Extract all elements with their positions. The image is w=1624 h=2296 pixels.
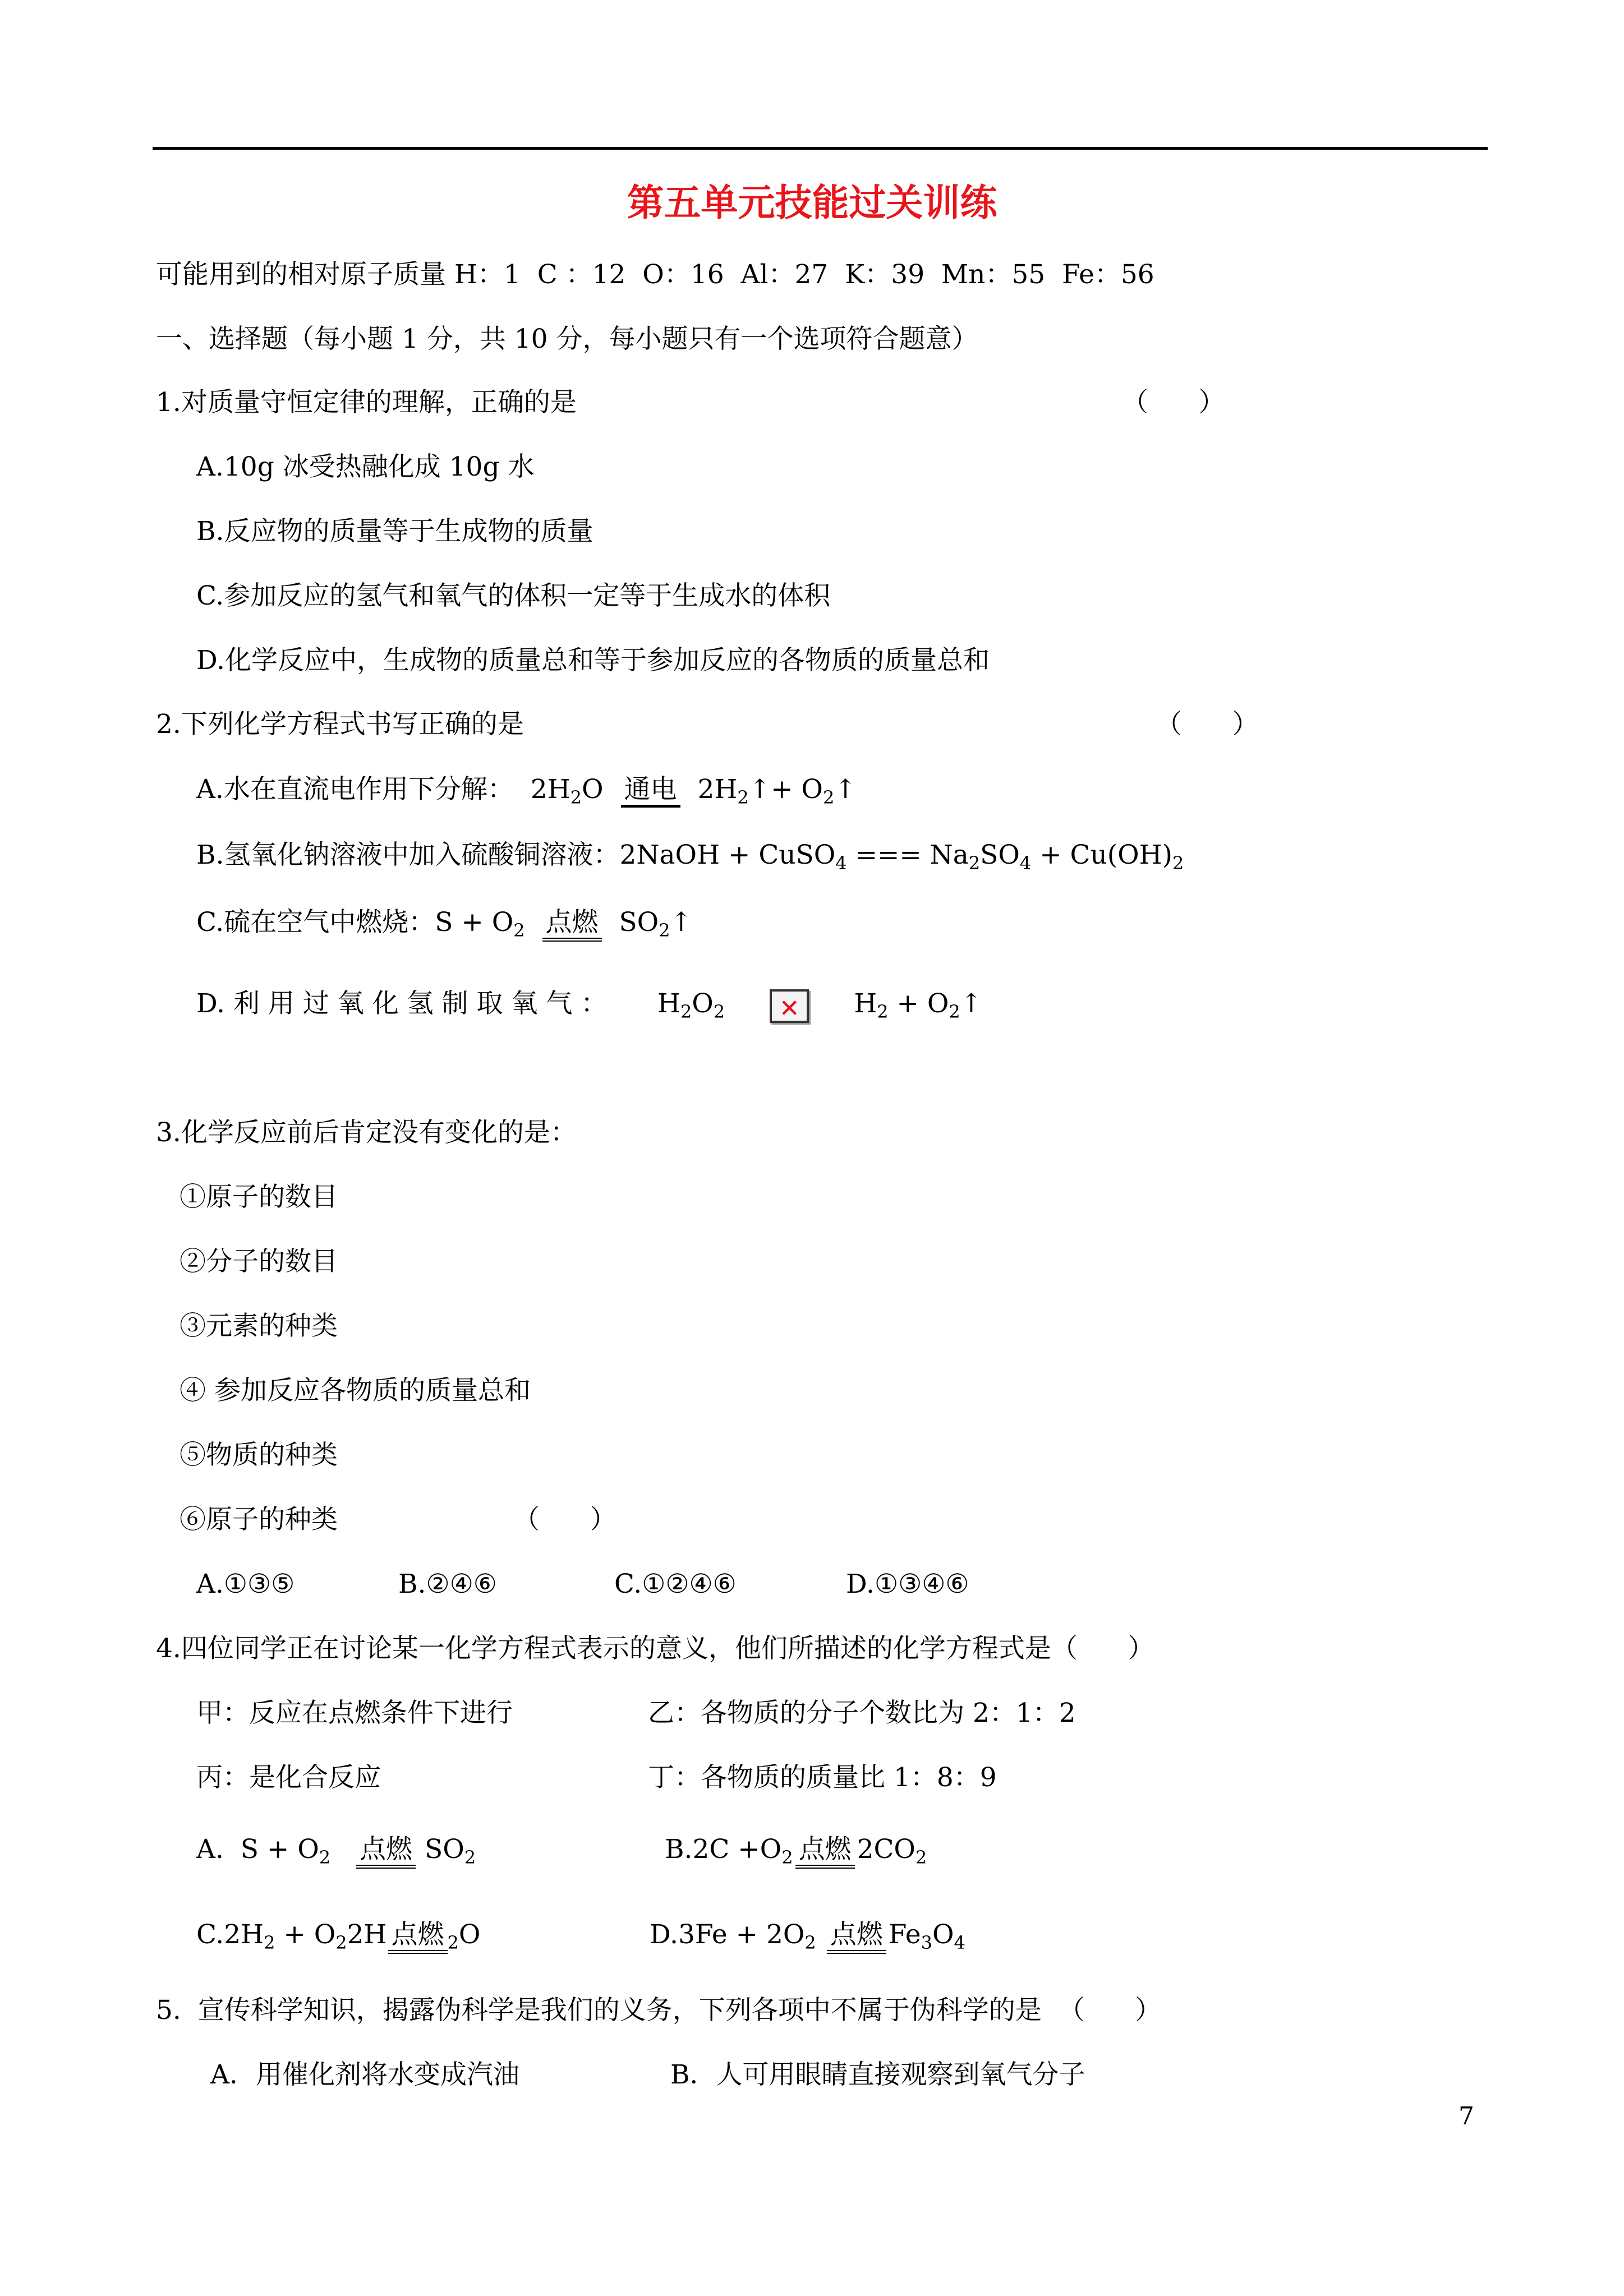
q2-option-c-label: C.硫在空气中燃烧：: [196, 907, 435, 938]
q2-a-condition: 通电: [621, 774, 680, 808]
q1-option-a: A.10g 冰受热融化成 10g 水: [196, 451, 535, 482]
q4-statement-yi: 乙：各物质的分子个数比为 2：1：2: [648, 1698, 1076, 1728]
q1-stem: 1.对质量守恒定律的理解，正确的是: [156, 387, 577, 418]
q2-option-d: D. 利 用 过 氧 化 氢 制 取 氧 气 ： $H_2O_2$ ✕ $H_2$ + $O_2↑$: [196, 988, 983, 1023]
q4-d-condition: 点燃: [827, 1920, 886, 1954]
section-heading: 一、选择题（每小题 1 分，共 10 分，每小题只有一个选项符合题意）: [156, 324, 978, 354]
q4-option-a: A. $S + O_2$ 点燃 $SO_2$: [196, 1834, 476, 1868]
q2-option-d-label: D. 利 用 过 氧 化 氢 制 取 氧 气 ：: [196, 988, 608, 1019]
q4-a-condition: 点燃: [356, 1834, 416, 1869]
page-title: 第五单元技能过关训练: [627, 181, 997, 224]
header-rule: [153, 147, 1488, 150]
q4-statement-jia: 甲：反应在点燃条件下进行: [196, 1698, 513, 1728]
q3-option-d: D.①③④⑥: [846, 1569, 969, 1599]
q2-answer-paren: （ ）: [1156, 709, 1259, 740]
q3-option-a: A.①③⑤: [196, 1569, 295, 1599]
q4-option-b: $B.2C +O_2$ 点燃 $2CO_2$: [665, 1834, 927, 1868]
q2-option-b: B.氢氧化钠溶液中加入硫酸铜溶液：2NaOH + CuSO$_4$ === $Na_2SO_4 + Cu(OH)_2$: [196, 840, 1184, 874]
q3-answer-paren: （ ）: [513, 1504, 617, 1535]
q3-item-1: ①原子的数目: [180, 1182, 338, 1212]
q4-b-condition: 点燃: [795, 1834, 855, 1869]
q1-answer-paren: （ ）: [1122, 387, 1225, 418]
q3-item-2: ②分子的数目: [180, 1246, 338, 1277]
atomic-masses: 可能用到的相对原子质量 H：1 C ：12 O：16 Al：27 K：39 Mn：55 Fe：56: [156, 259, 1154, 290]
q2-option-a-label: A.水在直流电作用下分解：: [196, 774, 514, 805]
q5-option-a: A．用催化剂将水变成汽油: [210, 2059, 519, 2090]
q5-stem: 5. 宣传科学知识，揭露伪科学是我们的义务，下列各项中不属于伪科学的是 （ ）: [156, 1995, 1162, 2026]
q3-item-6: ⑥原子的种类: [180, 1504, 338, 1535]
q1-option-b: B.反应物的质量等于生成物的质量: [196, 516, 594, 547]
page-number: 7: [1459, 2102, 1474, 2131]
q3-item-4: ④ 参加反应各物质的质量总和: [180, 1375, 531, 1406]
q4-statement-ding: 丁：各物质的质量比 1：8：9: [648, 1762, 997, 1793]
q4-option-d: $D.3Fe + 2O_2$ 点燃 $Fe_3O_4$: [650, 1919, 965, 1953]
q2-option-c: C.硫在空气中燃烧：$S + O_2$ 点燃 $SO_2↑$: [196, 907, 692, 941]
q3-option-b: B.②④⑥: [398, 1569, 497, 1599]
q1-option-d: D.化学反应中，生成物的质量总和等于参加反应的各物质的质量总和: [196, 645, 990, 676]
broken-image-icon: ✕: [770, 989, 809, 1023]
q3-stem: 3.化学反应前后肯定没有变化的是：: [156, 1117, 577, 1148]
q5-option-b: B．人可用眼睛直接观察到氧气分子: [670, 2059, 1085, 2090]
q2-stem: 2.下列化学方程式书写正确的是: [156, 709, 524, 740]
q1-option-c: C.参加反应的氢气和氧气的体积一定等于生成水的体积: [196, 580, 831, 611]
q4-option-c: $C.2H_2 + O_22H$ 点燃 $_2$O: [196, 1919, 481, 1953]
q3-item-3: ③元素的种类: [180, 1311, 338, 1341]
q3-option-c: C.①②④⑥: [614, 1569, 737, 1599]
q4-c-condition: 点燃: [388, 1920, 448, 1954]
q3-item-5: ⑤物质的种类: [180, 1440, 338, 1470]
q4-stem: 4.四位同学正在讨论某一化学方程式表示的意义，他们所描述的化学方程式是（ ）: [156, 1633, 1154, 1664]
q4-statement-bing: 丙：是化合反应: [196, 1762, 381, 1793]
q2-option-a: A.水在直流电作用下分解： $2H_2O$ 通电 $2H_2↑+$ $O_2↑$: [196, 774, 857, 808]
q2-option-b-label: B.氢氧化钠溶液中加入硫酸铜溶液：: [196, 840, 620, 870]
q2-c-condition: 点燃: [542, 907, 602, 942]
